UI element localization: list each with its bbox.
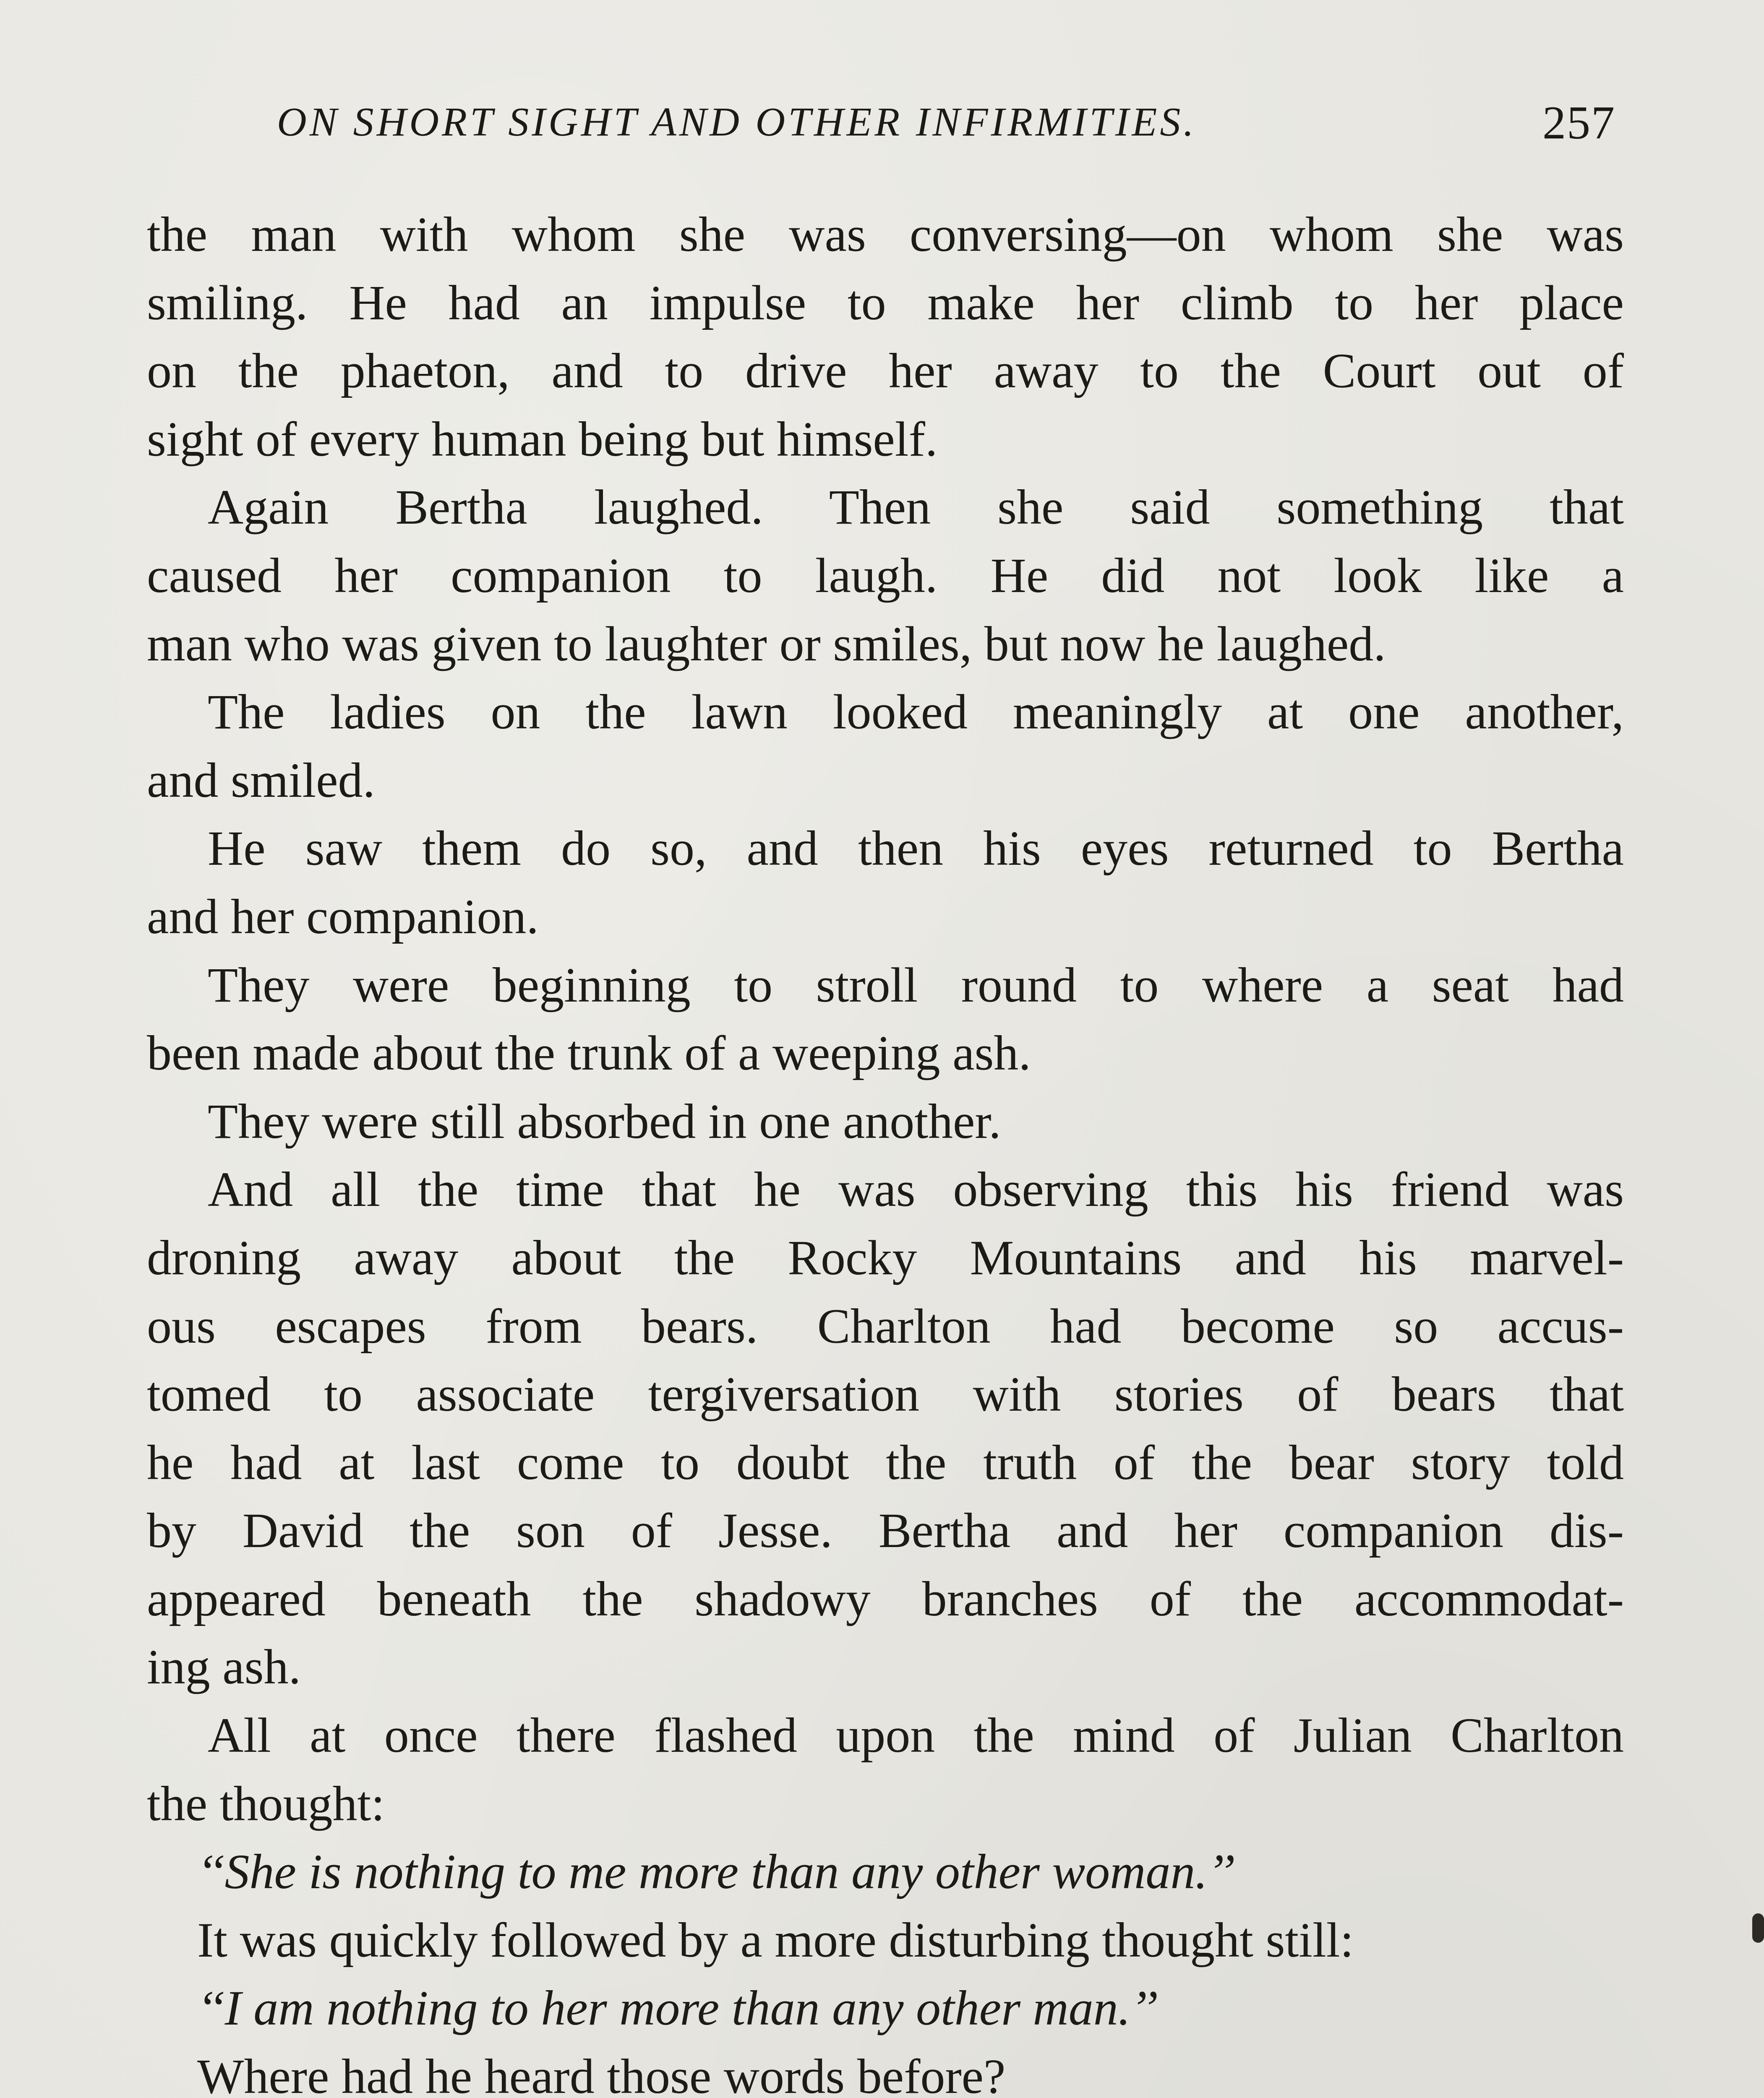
text-line: And all the time that he was observing this his friend was [208, 1162, 1624, 1217]
text-line: on the phaeton, and to drive her away to the Court out of [147, 343, 1624, 399]
running-head [277, 99, 1620, 157]
text-line: appeared beneath the shadowy branches of the accommodat- [147, 1571, 1624, 1626]
text-line: tomed to associate tergiversation with stories of bears that [147, 1367, 1624, 1422]
text-line: man who was given to laughter or smiles, but now he laughed. [147, 616, 1386, 671]
text-line: by David the son of Jesse. Bertha and her companion dis- [147, 1503, 1624, 1558]
text-line: Again Bertha laughed. Then she said something that [208, 480, 1624, 535]
chapter-title: ON SHORT SIGHT AND OTHER INFIRMITIES. [277, 99, 1197, 145]
text-line: It was quickly followed by a more disturbing thought still: [197, 1912, 1354, 1968]
italic-quote-line: ‘‘She is nothing to me more than any other woman.’’ [197, 1844, 1235, 1900]
text-line: He saw them do so, and then his eyes returned to Bertha [208, 821, 1624, 876]
text-line: ing ash. [147, 1639, 301, 1695]
text-line: been made about the trunk of a weeping ash. [147, 1026, 1031, 1081]
text-line: the man with whom she was conversing—on whom she was [147, 207, 1624, 262]
text-line: They were still absorbed in one another. [208, 1093, 1001, 1149]
text-line: smiling. He had an impulse to make her climb to her place [147, 275, 1624, 330]
italic-quote-line: ‘‘I am nothing to her more than any other man.’’ [197, 1981, 1158, 2036]
text-line: and her companion. [147, 889, 539, 944]
body-text [147, 201, 1624, 2098]
text-line: They were beginning to stroll round to where a seat had [208, 957, 1624, 1012]
text-line: he had at last come to doubt the truth of the bear story told [147, 1435, 1624, 1490]
text-line: Where had he heard those words before? [197, 2049, 1006, 2098]
text-line: The ladies on the lawn looked meaningly at one another, [208, 684, 1624, 740]
text-line: the thought: [147, 1776, 385, 1831]
text-line: sight of every human being but himself. [147, 411, 938, 467]
text-line: and smiled. [147, 752, 376, 808]
text-line: caused her companion to laugh. He did not look like a [147, 548, 1624, 603]
text-line: droning away about the Rocky Mountains and his marvel- [147, 1230, 1624, 1285]
page-number: 257 [1542, 97, 1615, 149]
text-line: All at once there flashed upon the mind of Julian Charlton [208, 1708, 1624, 1763]
text-line: ous escapes from bears. Charlton had become so accus- [147, 1298, 1624, 1354]
paper-speck [1752, 1913, 1764, 1943]
